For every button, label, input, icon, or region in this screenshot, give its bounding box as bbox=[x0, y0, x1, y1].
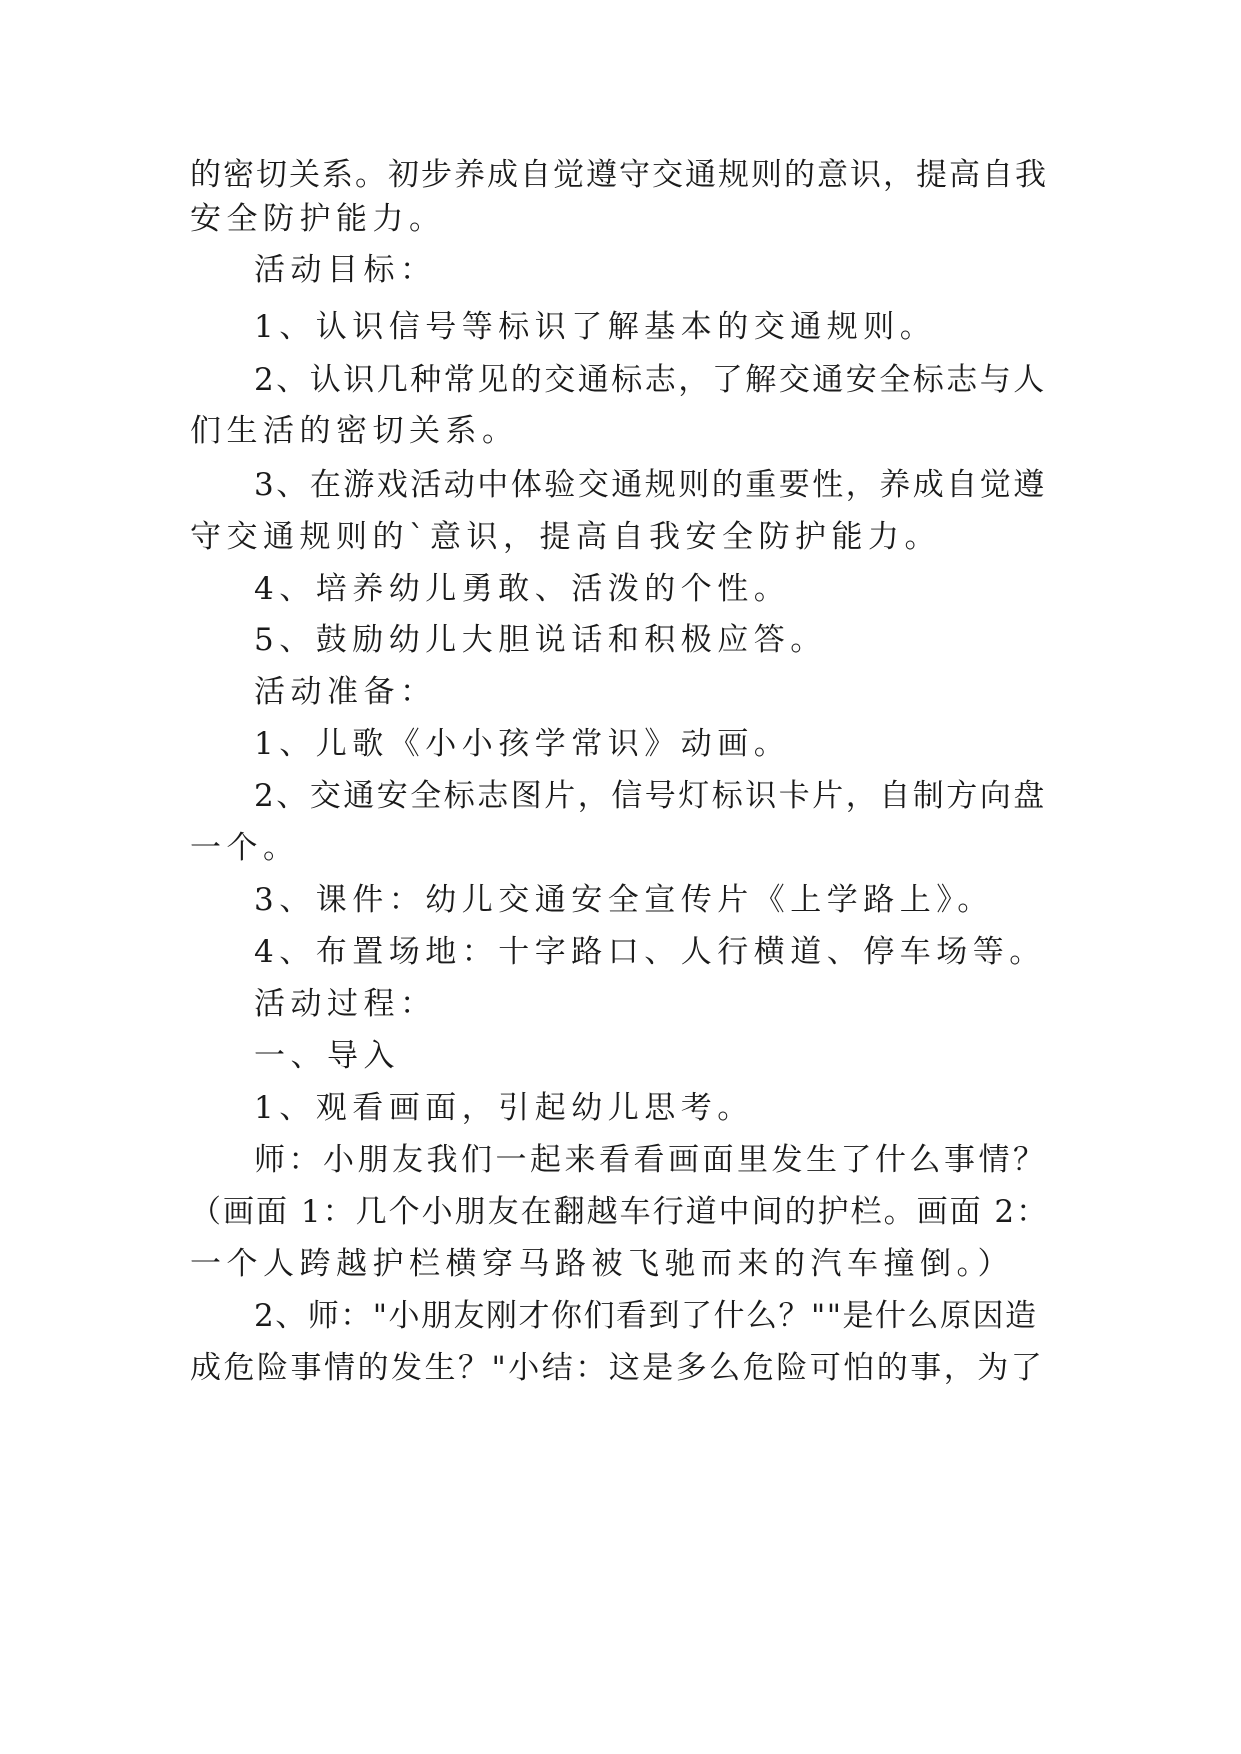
list-item: 2、师："小朋友刚才你们看到了什么？""是什么原因造 bbox=[254, 1298, 1038, 1334]
text-line: 一个人跨越护栏横穿马路被飞驰而来的汽车撞倒。） bbox=[190, 1246, 1014, 1282]
list-item: 4、培养幼儿勇敢、活泼的个性。 bbox=[254, 571, 791, 607]
text-line: （画面 1：几个小朋友在翻越车行道中间的护栏。画面 2： bbox=[190, 1194, 1050, 1230]
text-line: 成危险事情的发生？"小结：这是多么危险可怕的事，为了 bbox=[190, 1350, 1045, 1386]
text-line: 守交通规则的`意识，提高自我安全防护能力。 bbox=[190, 519, 941, 555]
section-heading: 活动过程： bbox=[254, 986, 437, 1022]
list-item: 2、交通安全标志图片，信号灯标识卡片，自制方向盘 bbox=[254, 778, 1047, 814]
list-item: 1、认识信号等标识了解基本的交通规则。 bbox=[254, 309, 937, 345]
list-item: 4、布置场地：十字路口、人行横道、停车场等。 bbox=[254, 934, 1046, 970]
paragraph-line: 师：小朋友我们一起来看看画面里发生了什么事情？ bbox=[254, 1142, 1048, 1178]
section-heading: 活动目标： bbox=[254, 252, 437, 288]
list-item: 1、儿歌《小小孩学常识》动画。 bbox=[254, 726, 791, 762]
text-line: 的密切关系。初步养成自觉遵守交通规则的意识，提高自我 bbox=[190, 157, 1048, 193]
list-item: 3、课件：幼儿交通安全宣传片《上学路上》。 bbox=[254, 882, 994, 918]
text-line: 一个。 bbox=[190, 830, 300, 866]
text-line: 们生活的密切关系。 bbox=[190, 413, 519, 449]
list-item: 2、认识几种常见的交通标志，了解交通安全标志与人 bbox=[254, 362, 1047, 398]
section-heading: 活动准备： bbox=[254, 674, 437, 710]
list-item: 5、鼓励幼儿大胆说话和积极应答。 bbox=[254, 622, 827, 658]
list-item: 3、在游戏活动中体验交通规则的重要性，养成自觉遵 bbox=[254, 467, 1047, 503]
list-item: 1、观看画面，引起幼儿思考。 bbox=[254, 1090, 754, 1126]
text-line: 安全防护能力。 bbox=[190, 201, 446, 237]
subsection-heading: 一、导入 bbox=[254, 1038, 400, 1074]
